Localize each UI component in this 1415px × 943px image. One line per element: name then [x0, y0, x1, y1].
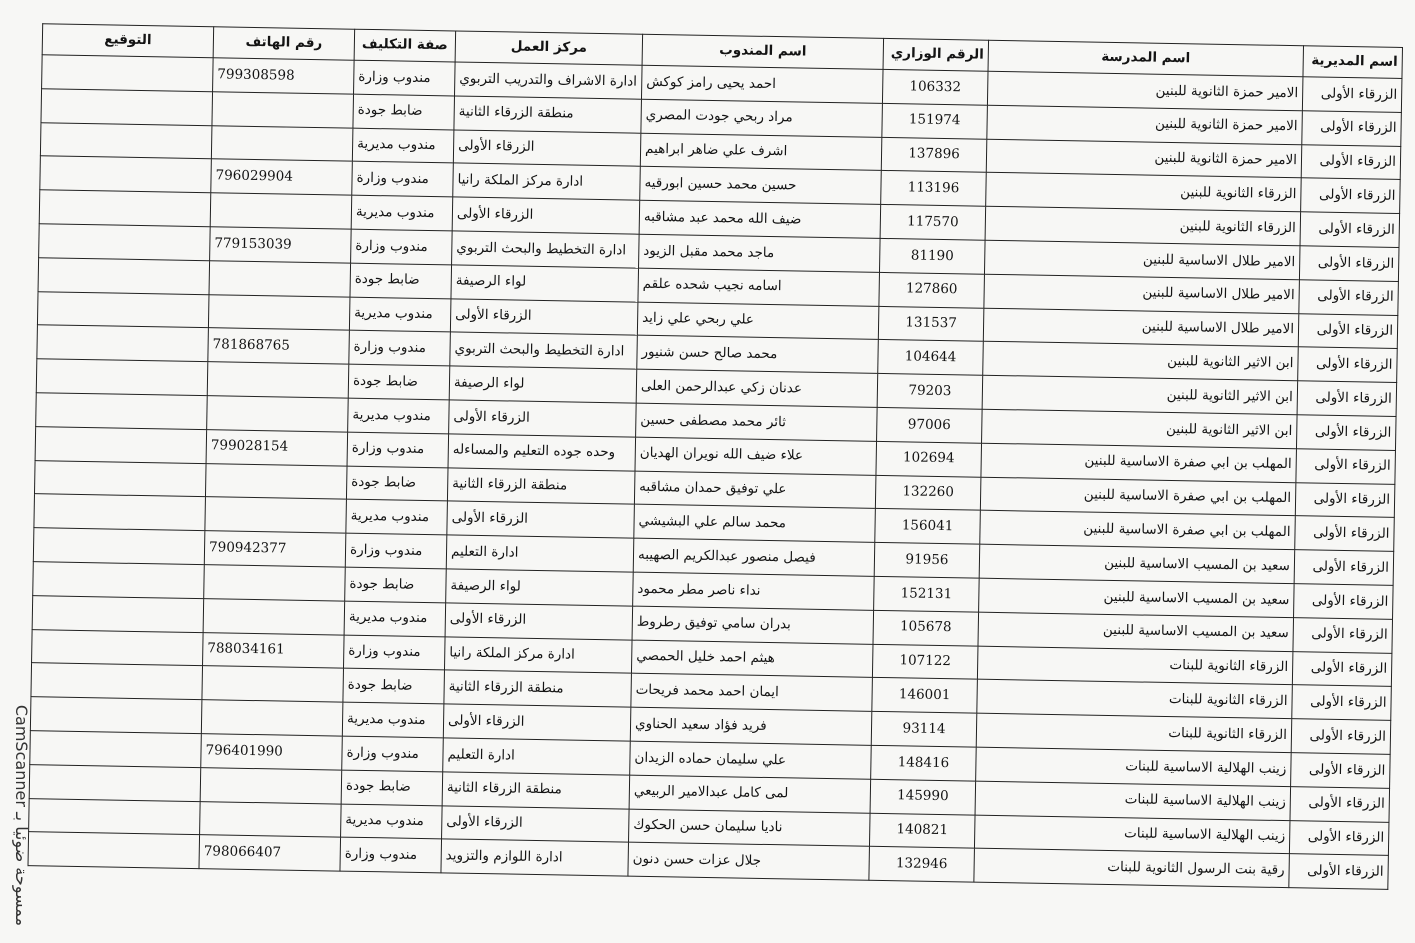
cell-assignment: مندوب مديرية [344, 601, 446, 637]
cell-work-center: منطقة الزرقاء الثانية [447, 467, 635, 504]
cell-phone: 796401990 [201, 734, 343, 770]
cell-delegate-name: عدنان زكي عبدالرحمن العلى [636, 369, 878, 407]
cell-phone [212, 92, 354, 128]
cell-ministry-number: 93114 [871, 711, 977, 747]
cell-phone: 798066407 [199, 835, 341, 871]
cell-school: المهلب بن ابي صفرة الاساسية للبنين [981, 443, 1297, 482]
cell-ministry-number: 105678 [873, 610, 979, 646]
cell-work-center: الزرقاء الأولى [449, 400, 637, 437]
cell-delegate-name: علاء ضيف الله نويران الهديان [635, 437, 877, 475]
cell-phone: 796029904 [211, 159, 353, 195]
cell-ministry-number: 137896 [881, 137, 987, 173]
cell-directorate: الزرقاء الأولى [1296, 415, 1396, 451]
cell-signature [36, 359, 208, 396]
cell-ministry-number: 113196 [881, 171, 987, 207]
cell-ministry-number: 151974 [882, 103, 988, 139]
cell-phone: 788034161 [203, 632, 345, 668]
cell-signature [42, 55, 214, 92]
cell-directorate: الزرقاء الأولى [1289, 820, 1389, 856]
cell-assignment: مندوب وزارة [343, 635, 445, 671]
cell-school: ابن الاثير الثانوية للبنين [982, 409, 1298, 448]
cell-work-center: منطقة الزرقاء الثانية [442, 772, 630, 809]
cell-directorate: الزرقاء الأولى [1295, 516, 1395, 552]
cell-delegate-name: محمد سالم علي البشيشي [634, 505, 876, 543]
cell-delegate-name: محمد صالح حسن شنيور [637, 336, 879, 374]
cell-directorate: الزرقاء الأولى [1293, 617, 1393, 653]
cell-delegate-name: علي توفيق حمدان مشاقبه [634, 471, 876, 509]
cell-phone: 790942377 [204, 531, 346, 567]
cell-ministry-number: 97006 [877, 407, 983, 443]
cell-signature [34, 494, 206, 531]
cell-ministry-number: 152131 [874, 576, 980, 612]
cell-ministry-number: 127860 [879, 272, 985, 308]
cell-school: الزرقاء الثانوية للبنات [977, 680, 1293, 719]
cell-phone [200, 767, 342, 803]
header-work-center: مركز العمل [455, 31, 643, 65]
table-body [28, 55, 1402, 890]
cell-directorate: الزرقاء الأولى [1294, 584, 1394, 620]
cell-phone [203, 598, 345, 634]
cell-signature [37, 325, 209, 362]
cell-ministry-number: 140821 [869, 813, 975, 849]
cell-directorate: الزرقاء الأولى [1302, 111, 1402, 147]
cell-directorate: الزرقاء الأولى [1301, 178, 1401, 214]
cell-directorate: الزرقاء الأولى [1291, 719, 1391, 755]
cell-phone [205, 497, 347, 533]
cell-directorate: الزرقاء الأولى [1298, 313, 1398, 349]
cell-ministry-number: 132260 [875, 475, 981, 511]
cell-assignment: مندوب مديرية [346, 499, 448, 535]
cell-ministry-number: 79203 [877, 374, 983, 410]
cell-delegate-name: حسين محمد حسين ابورقيه [640, 167, 882, 205]
cell-signature [35, 426, 207, 463]
cell-school: رقية بنت الرسول الثانوية للبنات [974, 848, 1290, 887]
cell-work-center: الزرقاء الأولى [445, 603, 633, 640]
cell-school: زينب الهلالية الاساسية للبنات [976, 747, 1292, 786]
cell-signature [33, 562, 205, 599]
cell-delegate-name: اسامه نجيب شحده علقم [638, 268, 880, 306]
cell-phone [209, 260, 351, 296]
cell-assignment: ضابط جودة [343, 668, 445, 704]
cell-assignment: ضابط جودة [346, 466, 448, 502]
cell-ministry-number: 156041 [875, 509, 981, 545]
cell-ministry-number: 145990 [870, 779, 976, 815]
cell-directorate: الزرقاء الأولى [1290, 786, 1390, 822]
cell-assignment: مندوب مديرية [342, 702, 444, 738]
cell-phone [211, 125, 353, 161]
header-school: اسم المدرسة [988, 40, 1303, 76]
cell-signature [32, 629, 204, 666]
cell-directorate: الزرقاء الأولى [1295, 482, 1395, 518]
cell-ministry-number: 107122 [872, 644, 978, 680]
cell-work-center: لواء الرصيفة [446, 569, 634, 606]
cell-work-center: الزرقاء الأولى [453, 130, 641, 167]
cell-work-center: الزرقاء الأولى [452, 197, 640, 234]
header-ministry-number: الرقم الوزاري [883, 38, 989, 71]
cell-directorate: الزرقاء الأولى [1298, 347, 1398, 383]
cell-school: الزرقاء الثانوية للبنات [977, 646, 1293, 685]
cell-signature [29, 798, 201, 835]
cell-directorate: الزرقاء الأولى [1302, 77, 1402, 113]
cell-school: الزرقاء الثانوية للبنات [976, 713, 1292, 752]
cell-work-center: الزرقاء الأولى [447, 501, 635, 538]
cell-phone [205, 463, 347, 499]
cell-delegate-name: ضيف الله محمد عبد مشاقبه [639, 200, 881, 238]
delegates-table [27, 23, 1403, 890]
cell-assignment: مندوب مديرية [348, 398, 450, 434]
cell-ministry-number: 106332 [882, 69, 988, 105]
cell-phone: 781868765 [208, 328, 350, 364]
cell-delegate-name: فيصل منصور عبدالكريم الصهيبه [633, 538, 875, 576]
cell-assignment: مندوب وزارة [351, 229, 453, 265]
cell-directorate: الزرقاء الأولى [1297, 381, 1397, 417]
cell-school: زينب الهلالية الاساسية للبنات [974, 815, 1290, 854]
cell-school: المهلب بن ابي صفرة الاساسية للبنين [980, 477, 1296, 516]
cell-assignment: مندوب مديرية [341, 804, 443, 840]
cell-delegate-name: مراد ربحي جودت المصري [641, 99, 883, 137]
cell-phone: 799308598 [213, 58, 355, 94]
cell-delegate-name: ناديا سليمان حسن الحكوك [628, 809, 870, 847]
cell-phone [208, 294, 350, 330]
cell-ministry-number: 148416 [871, 745, 977, 781]
cell-school: الامير طلال الاساسية للبنين [984, 274, 1300, 313]
cell-signature [38, 258, 210, 295]
cell-assignment: مندوب وزارة [354, 60, 456, 96]
cell-school: الامير طلال الاساسية للبنين [984, 240, 1300, 279]
cell-signature [36, 393, 208, 430]
cell-phone [200, 801, 342, 837]
cell-assignment: مندوب وزارة [340, 837, 442, 873]
cell-assignment: ضابط جودة [350, 263, 452, 299]
cell-assignment: ضابط جودة [348, 364, 450, 400]
cell-school: الامير حمزة الثانوية للبنين [987, 105, 1303, 144]
cell-phone [204, 565, 346, 601]
cell-delegate-name: ماجد محمد مقبل الزيود [639, 234, 881, 272]
cell-delegate-name: علي سليمان حماده الزيدان [630, 741, 872, 779]
cell-assignment: مندوب وزارة [352, 162, 454, 198]
header-directorate: اسم المديرية [1303, 46, 1403, 79]
cell-work-center: ادارة اللوازم والتزويد [441, 839, 629, 876]
cell-directorate: الزرقاء الأولى [1299, 280, 1399, 316]
cell-assignment: مندوب مديرية [351, 195, 453, 231]
cell-school: الزرقاء الثانوية للبنين [986, 173, 1302, 212]
cell-school: الامير حمزة الثانوية للبنين [986, 139, 1302, 178]
cell-school: سعيد بن المسيب الاساسية للبنين [979, 544, 1295, 583]
cell-directorate: الزرقاء الأولى [1296, 448, 1396, 484]
header-assignment: صفة التكليف [354, 29, 456, 62]
cell-ministry-number: 102694 [876, 441, 982, 477]
cell-school: زينب الهلالية الاساسية للبنات [975, 781, 1291, 820]
cell-delegate-name: نداء ناصر مطر محمود [633, 572, 875, 610]
cell-work-center: الزرقاء الأولى [442, 805, 630, 842]
cell-delegate-name: جلال عزات حسن دنون [628, 842, 870, 880]
cell-signature [33, 528, 205, 565]
cell-ministry-number: 81190 [879, 238, 985, 274]
cell-assignment: مندوب وزارة [347, 432, 449, 468]
cell-work-center: ادارة الاشراف والتدريب التربوي [455, 62, 643, 99]
cell-signature [40, 156, 212, 193]
cell-signature [28, 832, 200, 869]
cell-delegate-name: بدران سامي توفيق رطروط [632, 606, 874, 644]
cell-work-center: ادارة مركز الملكة رانيا [453, 163, 641, 200]
cell-directorate: الزرقاء الأولى [1292, 685, 1392, 721]
cell-phone [207, 396, 349, 432]
cell-delegate-name: احمد يحيى رامز كوكش [641, 65, 883, 103]
cell-phone [207, 362, 349, 398]
cell-signature [29, 764, 201, 801]
cell-directorate: الزرقاء الأولى [1299, 246, 1399, 282]
cell-signature [37, 291, 209, 328]
cell-assignment: مندوب وزارة [342, 736, 444, 772]
cell-signature [40, 122, 212, 159]
cell-signature [31, 663, 203, 700]
cell-ministry-number: 146001 [872, 678, 978, 714]
cell-work-center: لواء الرصيفة [449, 366, 637, 403]
cell-delegate-name: علي ربحي علي زايد [637, 302, 879, 340]
cell-assignment: ضابط جودة [341, 770, 443, 806]
cell-phone: 779153039 [210, 227, 352, 263]
cell-school: ابن الاثير الثانوية للبنين [983, 342, 1299, 381]
cell-delegate-name: اشرف علي ضاهر ابراهيم [640, 133, 882, 171]
cell-signature [39, 224, 211, 261]
cell-school: الامير حمزة الثانوية للبنين [987, 71, 1303, 110]
cell-assignment: مندوب مديرية [352, 128, 454, 164]
cell-signature [30, 697, 202, 734]
cell-delegate-name: ثائر محمد مصطفى حسين [636, 403, 878, 441]
cell-ministry-number: 131537 [878, 306, 984, 342]
cell-work-center: منطقة الزرقاء الثانية [454, 96, 642, 133]
cell-work-center: منطقة الزرقاء الثانية [444, 670, 632, 707]
watermark-text: CamScanner ممسوحة ضوئيا بـ [12, 704, 32, 926]
cell-phone [201, 700, 343, 736]
cell-phone [210, 193, 352, 229]
cell-ministry-number: 104644 [878, 340, 984, 376]
cell-assignment: مندوب وزارة [349, 331, 451, 367]
cell-signature [39, 190, 211, 227]
cell-school: المهلب بن ابي صفرة الاساسية للبنين [980, 511, 1296, 550]
cell-work-center: ادارة التخطيط والبحث التربوي [450, 332, 638, 369]
cell-directorate: الزرقاء الأولى [1294, 550, 1394, 586]
cell-delegate-name: فريد فؤاد سعيد الحناوي [630, 707, 872, 745]
cell-work-center: ادارة التعليم [443, 738, 631, 775]
cell-school: سعيد بن المسيب الاساسية للبنين [979, 578, 1295, 617]
cell-work-center: ادارة مركز الملكة رانيا [444, 636, 632, 673]
header-signature: التوقيع [42, 24, 214, 58]
cell-school: الامير طلال الاساسية للبنين [983, 308, 1299, 347]
cell-school: ابن الاثير الثانوية للبنين [982, 375, 1298, 414]
cell-ministry-number: 117570 [880, 205, 986, 241]
cell-directorate: الزرقاء الأولى [1301, 144, 1401, 180]
cell-directorate: الزرقاء الأولى [1291, 753, 1391, 789]
cell-directorate: الزرقاء الأولى [1289, 854, 1389, 890]
cell-directorate: الزرقاء الأولى [1292, 651, 1392, 687]
cell-work-center: لواء الرصيفة [451, 265, 639, 302]
camscanner-watermark [0, 690, 44, 940]
cell-signature [30, 731, 202, 768]
cell-signature [32, 595, 204, 632]
cell-assignment: ضابط جودة [345, 567, 447, 603]
cell-school: سعيد بن المسيب الاساسية للبنين [978, 612, 1294, 651]
header-phone: رقم الهاتف [213, 27, 355, 60]
cell-signature [41, 89, 213, 126]
cell-phone [202, 666, 344, 702]
cell-work-center: ادارة التخطيط والبحث التربوي [452, 231, 640, 268]
cell-delegate-name: ايمان احمد محمد فريحات [631, 673, 873, 711]
cell-school: الزرقاء الثانوية للبنين [985, 206, 1301, 245]
cell-work-center: وحده جوده التعليم والمساءله [448, 434, 636, 471]
cell-directorate: الزرقاء الأولى [1300, 212, 1400, 248]
cell-delegate-name: لمى كامل عبدالامير الربيعي [629, 775, 871, 813]
cell-assignment: مندوب مديرية [349, 297, 451, 333]
cell-assignment: مندوب وزارة [345, 533, 447, 569]
cell-ministry-number: 91956 [874, 543, 980, 579]
cell-signature [34, 460, 206, 497]
cell-delegate-name: هيثم احمد خليل الحمصي [631, 640, 873, 678]
cell-work-center: الزرقاء الأولى [443, 704, 631, 741]
cell-ministry-number: 132946 [869, 847, 975, 883]
cell-work-center: الزرقاء الأولى [450, 299, 638, 336]
cell-phone: 799028154 [206, 429, 348, 465]
cell-work-center: ادارة التعليم [446, 535, 634, 572]
cell-assignment: ضابط جودة [353, 94, 455, 130]
header-delegate-name: اسم المندوب [642, 34, 884, 69]
